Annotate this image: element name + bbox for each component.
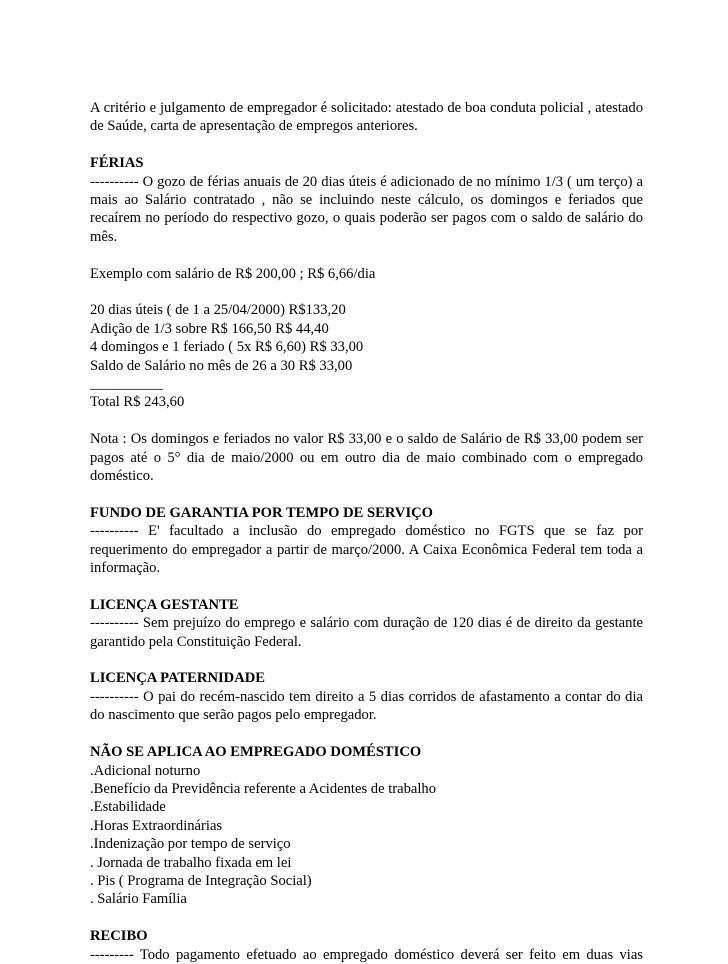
list-item: . Salário Família <box>90 891 187 908</box>
calc-separator: __________ <box>90 376 163 393</box>
list-item: .Adicional noturno <box>90 762 201 779</box>
list-item: . Jornada de trabalho fixada em lei <box>90 854 292 871</box>
list-item: .Benefício da Previdência referente a Acidentes de trabalho <box>90 780 437 797</box>
intro-paragraph: A critério e julgamento de empregador é solicitado: atestado de boa conduta policial , atestado de Saúde, carta de apresentação de empregos anteriores. <box>90 100 643 135</box>
ferias-example: Exemplo com salário de R$ 200,00 ; R$ 6,66/dia <box>90 265 376 282</box>
paternidade-paragraph: ---------- O pai do recém-nascido tem direito a 5 dias corridos de afastamento a contar do dia do nascimento que serão pagos pelo empregador. <box>90 688 643 724</box>
recibo-paragraph: --------- Todo pagamento efetuado ao empregado doméstico deverá ser feito em duas vias <box>90 946 643 963</box>
calc-total: Total R$ 243,60 <box>90 394 185 411</box>
list-item: . Pis ( Programa de Integração Social) <box>90 872 312 889</box>
ferias-paragraph: ---------- O gozo de férias anuais de 20 dias úteis é adicionado de no mínimo 1/3 ( um terço) a mais ao Salário contratado , não se incluindo neste cálculo, os domingos e feriados que recaírem no período do respectivo gozo, o quais poderão ser pagos com o saldo de salário do mês. <box>90 173 643 245</box>
document-page <box>90 99 643 964</box>
list-item: .Estabilidade <box>90 799 166 816</box>
list-item: .Horas Extraordinárias <box>90 817 223 834</box>
list-item: .Indenização por tempo de serviço <box>90 836 291 853</box>
calc-line: 20 dias úteis ( de 1 a 25/04/2000) R$133,20 <box>90 302 346 319</box>
calc-line: 4 domingos e 1 feriado ( 5x R$ 6,60) R$ 33,00 <box>90 339 364 356</box>
section-heading-recibo: RECIBO <box>90 928 148 945</box>
section-heading-paternidade: LICENÇA PATERNIDADE <box>90 670 266 687</box>
section-heading-fgts: FUNDO DE GARANTIA POR TEMPO DE SERVIÇO <box>90 504 434 521</box>
nota-paragraph: Nota : Os domingos e feriados no valor R$ 33,00 e o saldo de Salário de R$ 33,00 podem ser pagos até o 5° dia de maio/2000 ou em outro dia de maio combinado com o empregado doméstico. <box>90 431 643 485</box>
section-heading-gestante: LICENÇA GESTANTE <box>90 596 239 613</box>
section-heading-ferias: FÉRIAS <box>90 155 144 172</box>
gestante-paragraph: ---------- Sem prejuízo do emprego e salário com duração de 120 dias é de direito da gestante garantido pela Constituição Federal. <box>90 615 643 650</box>
fgts-paragraph: ---------- E' facultado a inclusão do empregado doméstico no FGTS que se faz por requerimento do empregador a partir de março/2000. A Caixa Econômica Federal tem toda a informação. <box>90 523 643 577</box>
calc-line: Adição de 1/3 sobre R$ 166,50 R$ 44,40 <box>90 320 329 337</box>
calc-line: Saldo de Salário no mês de 26 a 30 R$ 33,00 <box>90 357 353 374</box>
section-heading-nao-aplica: NÃO SE APLICA AO EMPREGADO DOMÉSTICO <box>90 744 422 761</box>
